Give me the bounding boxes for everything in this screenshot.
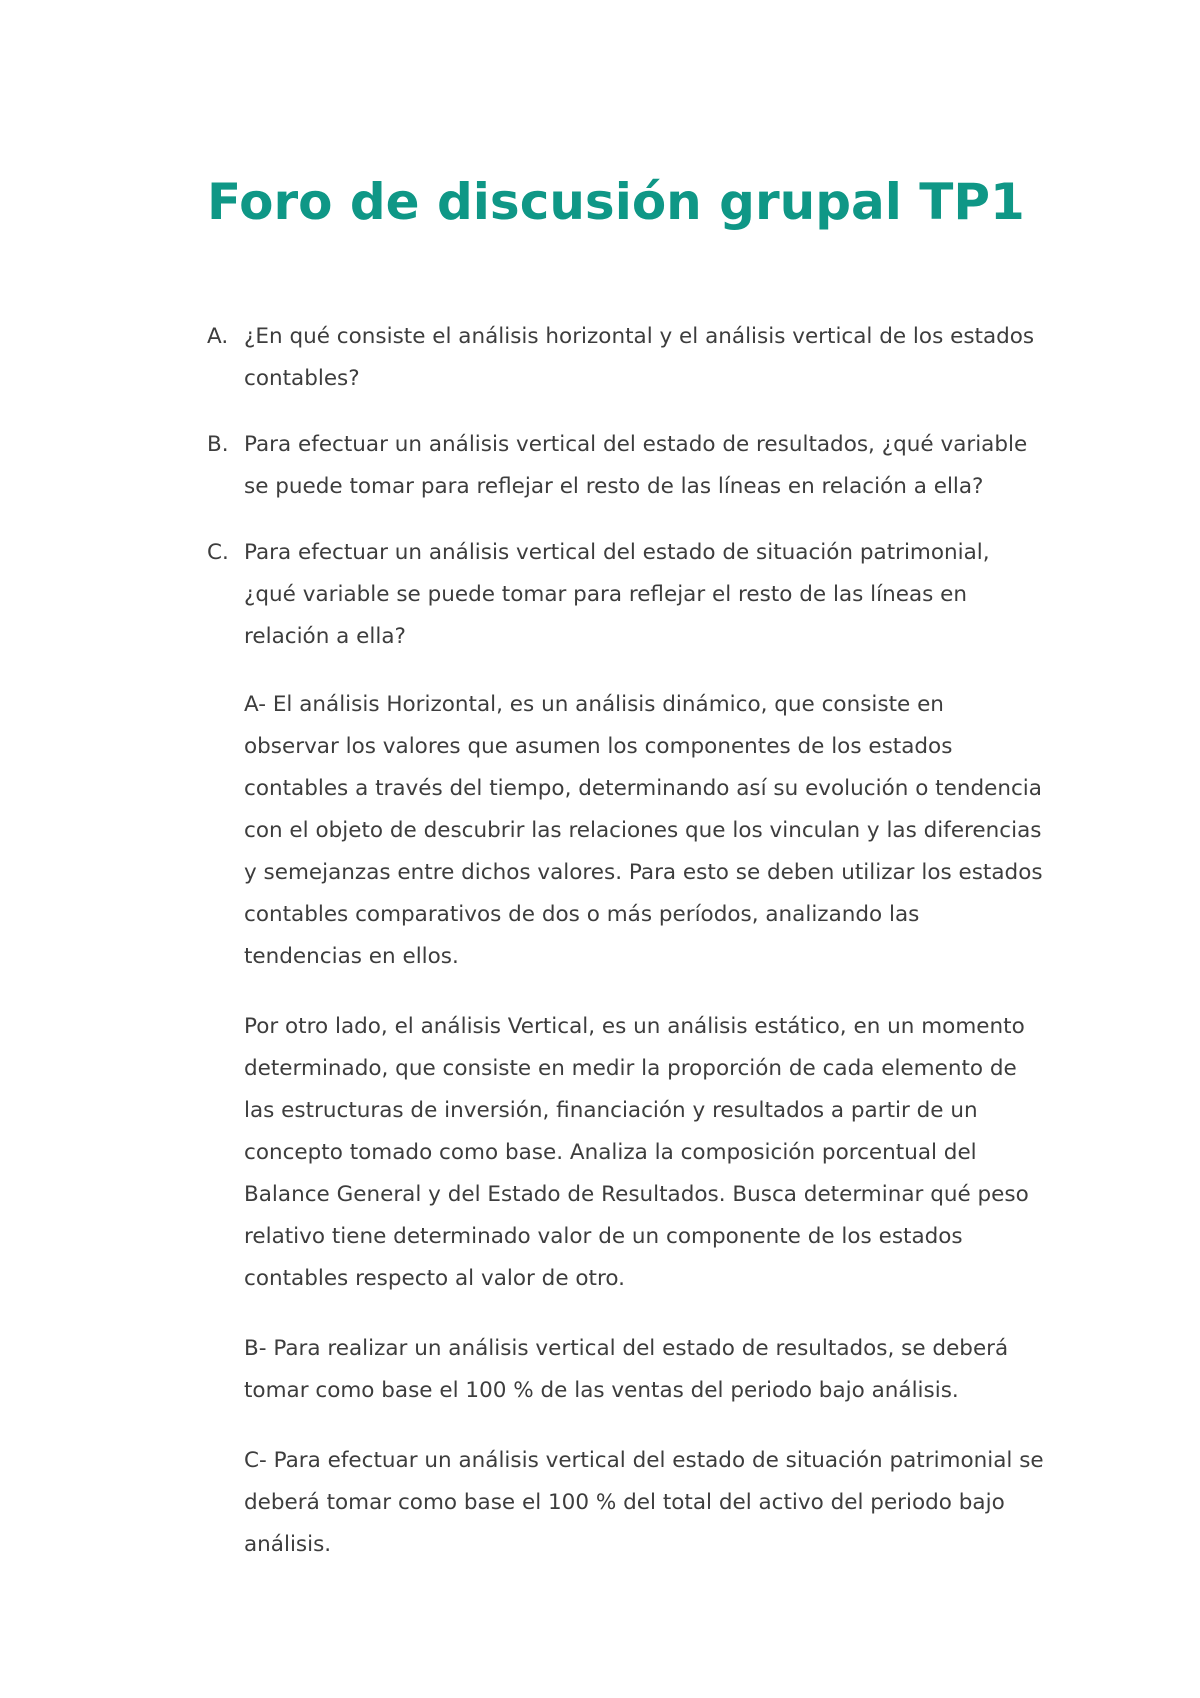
question-item-b bbox=[207, 424, 1037, 508]
question-item-c bbox=[207, 532, 1037, 658]
document-title: Foro de discusión grupal TP1 bbox=[207, 173, 1025, 231]
question-letter: B. bbox=[207, 432, 229, 457]
answer-paragraph-b: B- Para realizar un análisis vertical del estado de resultados, se deberá tomar como base el 100 % de las ventas del periodo bajo análisis. bbox=[244, 1336, 1009, 1403]
question-list bbox=[207, 316, 1037, 682]
answer-paragraph-a-vertical: Por otro lado, el análisis Vertical, es un análisis estático, en un momento determinado, que consiste en medir la proporción de cada elemento de las estructuras de inversión, financiación y resultados a partir de un concepto tomado como base. Analiza la composición porcentual del Balance General y del Estado de Resultados. Busca determinar qué peso relativo tiene determinado valor de un componente de los estados contables respecto al valor de otro. bbox=[244, 1014, 1029, 1291]
question-item-a bbox=[207, 316, 1037, 400]
answer-section bbox=[244, 684, 1044, 1594]
answer-paragraph-c: C- Para efectuar un análisis vertical del estado de situación patrimonial se deberá tomar como base el 100 % del total del activo del periodo bajo análisis. bbox=[244, 1448, 1044, 1557]
question-text: ¿En qué consiste el análisis horizontal y el análisis vertical de los estados contables? bbox=[244, 324, 1035, 391]
question-text: Para efectuar un análisis vertical del estado de resultados, ¿qué variable se puede tomar para reflejar el resto de las líneas en relación a ella? bbox=[244, 432, 1028, 499]
question-text: Para efectuar un análisis vertical del estado de situación patrimonial, ¿qué variable se puede tomar para reflejar el resto de las líneas en relación a ella? bbox=[244, 540, 990, 649]
question-letter: A. bbox=[207, 324, 229, 349]
answer-paragraph-a-horizontal: A- El análisis Horizontal, es un análisis dinámico, que consiste en observar los valores que asumen los componentes de los estados contables a través del tiempo, determinando así su evolución o tendencia con el objeto de descubrir las relaciones que los vinculan y las diferencias y semejanzas entre dichos valores. Para esto se deben utilizar los estados contables comparativos de dos o más períodos, analizando las tendencias en ellos. bbox=[244, 692, 1043, 969]
question-letter: C. bbox=[207, 540, 229, 565]
